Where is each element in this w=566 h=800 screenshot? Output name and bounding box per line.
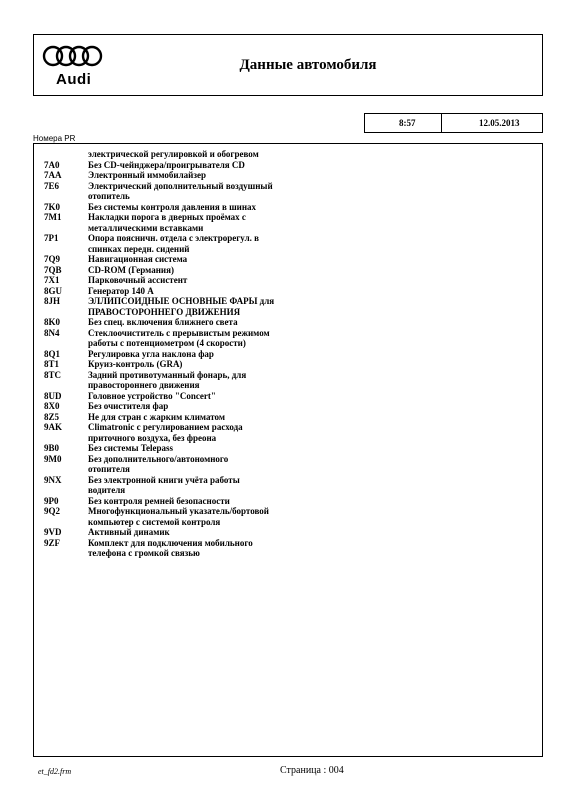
pr-code: 8Z5 <box>44 411 60 422</box>
pr-description: Climatronic с регулированием расхода приточного воздуха, без фреона <box>88 422 243 443</box>
pr-description: Генератор 140 A <box>88 285 154 296</box>
header-box <box>33 34 543 96</box>
brand-wordmark: Audi <box>56 71 92 88</box>
pr-row <box>44 160 534 171</box>
pr-code: 9M0 <box>44 453 62 464</box>
pr-row <box>44 401 534 412</box>
pr-description: Парковочный ассистент <box>88 275 188 285</box>
pr-description: Опора поясничн. отдела с электрорегул. в спинках передн. сидений <box>88 233 259 254</box>
pr-code: 8JH <box>44 296 61 306</box>
pr-description: Электронный иммобилайзер <box>88 170 206 180</box>
pr-row <box>44 527 534 538</box>
pr-row <box>44 422 534 443</box>
pr-row <box>44 412 534 423</box>
pr-code: 7QB <box>44 264 62 275</box>
footer-filename: et_fd2.frm <box>38 767 72 776</box>
pr-row <box>44 349 534 360</box>
pr-row <box>44 254 534 265</box>
pr-row <box>44 328 534 349</box>
pr-code: 9B0 <box>44 443 60 453</box>
pr-code: 9AK <box>44 422 62 432</box>
pr-code: 9ZF <box>44 537 61 548</box>
pr-code: 8Q1 <box>44 348 61 359</box>
pr-code: 7P1 <box>44 233 59 243</box>
pr-description: Задний противотуманный фонарь, для правостороннего движения <box>88 369 247 390</box>
footer-page-number: Страница : 004 <box>280 765 344 776</box>
pr-code: 9NX <box>44 474 62 485</box>
pr-code: 7E6 <box>44 180 60 191</box>
pr-description: Без CD-чейнджера/проигрывателя CD <box>88 159 245 170</box>
pr-description: электрической регулировкой и обогревом <box>88 149 259 159</box>
pr-code: 8K0 <box>44 317 61 327</box>
print-time: 8:57 <box>399 118 416 128</box>
pr-code: 8GU <box>44 285 62 296</box>
pr-description: Комплект для подключения мобильного телефона с громкой связью <box>88 537 253 558</box>
pr-code: 7Q9 <box>44 254 61 264</box>
pr-numbers-box <box>33 143 543 757</box>
pr-description: Без очистителя фар <box>88 401 169 411</box>
pr-row <box>44 317 534 328</box>
pr-description: Без спец. включения ближнего света <box>88 317 238 327</box>
timestamp-box <box>364 113 543 133</box>
pr-row <box>44 496 534 507</box>
pr-code: 7A0 <box>44 159 60 170</box>
pr-row <box>44 443 534 454</box>
pr-row <box>44 149 534 160</box>
pr-row <box>44 170 534 181</box>
pr-row <box>44 391 534 402</box>
pr-row <box>44 370 534 391</box>
pr-row <box>44 212 534 233</box>
pr-code: 8X0 <box>44 401 60 411</box>
pr-row <box>44 202 534 213</box>
pr-description: Навигационная система <box>88 254 188 264</box>
pr-code: 7M1 <box>44 212 62 222</box>
pr-description: Без контроля ремней безопасности <box>88 495 230 506</box>
pr-description: Головное устройство "Concert" <box>88 390 216 401</box>
pr-code <box>44 149 88 160</box>
pr-row <box>44 265 534 276</box>
pr-row <box>44 286 534 297</box>
pr-description: CD-ROM (Германия) <box>88 264 174 275</box>
pr-description: Не для стран с жарким климатом <box>88 411 225 422</box>
document-title: Данные автомобиля <box>239 57 377 73</box>
pr-code: 9VD <box>44 527 62 537</box>
pr-code: 7AA <box>44 170 62 180</box>
pr-code: 8T1 <box>44 359 60 369</box>
pr-row <box>44 181 534 202</box>
pr-row <box>44 506 534 527</box>
pr-code: 9P0 <box>44 495 59 506</box>
pr-description: Круиз-контроль (GRA) <box>88 359 183 369</box>
pr-code: 8N4 <box>44 327 60 338</box>
pr-list <box>44 149 534 559</box>
pr-description: Без системы контроля давления в шинах <box>88 201 257 212</box>
pr-description: Накладки порога в дверных проёмах с металлическими вставками <box>88 212 246 233</box>
pr-row <box>44 296 534 317</box>
pr-row <box>44 359 534 370</box>
pr-row <box>44 475 534 496</box>
print-date: 12.05.2013 <box>479 118 520 128</box>
pr-description: Электрический дополнительный воздушный отопитель <box>88 180 273 201</box>
pr-code: 7K0 <box>44 201 61 212</box>
pr-row <box>44 233 534 254</box>
pr-description: Стеклоочиститель с прерывистым режимом работы с потенциометром (4 скорости) <box>88 327 270 348</box>
pr-description: Регулировка угла наклона фар <box>88 348 214 359</box>
pr-description: Активный динамик <box>88 527 170 537</box>
pr-description: Без дополнительного/автономного отопителя <box>88 453 229 474</box>
pr-row <box>44 454 534 475</box>
pr-description: Без системы Telepass <box>88 443 173 453</box>
pr-row <box>44 275 534 286</box>
pr-description: Без электронной книги учёта работы водителя <box>88 474 240 495</box>
pr-code: 8UD <box>44 390 62 401</box>
pr-code: 9Q2 <box>44 506 61 516</box>
section-label: Номера PR <box>33 134 76 143</box>
pr-row <box>44 538 534 559</box>
pr-description: Многофункциональный указатель/бортовой компьютер с системой контроля <box>88 506 269 527</box>
pr-code: 7X1 <box>44 275 60 285</box>
pr-code: 8TC <box>44 369 62 380</box>
timestamp-divider <box>441 114 442 132</box>
pr-description: ЭЛЛИПСОИДНЫЕ ОСНОВНЫЕ ФАРЫ для ПРАВОСТОРОННЕГО ДВИЖЕНИЯ <box>88 296 275 317</box>
